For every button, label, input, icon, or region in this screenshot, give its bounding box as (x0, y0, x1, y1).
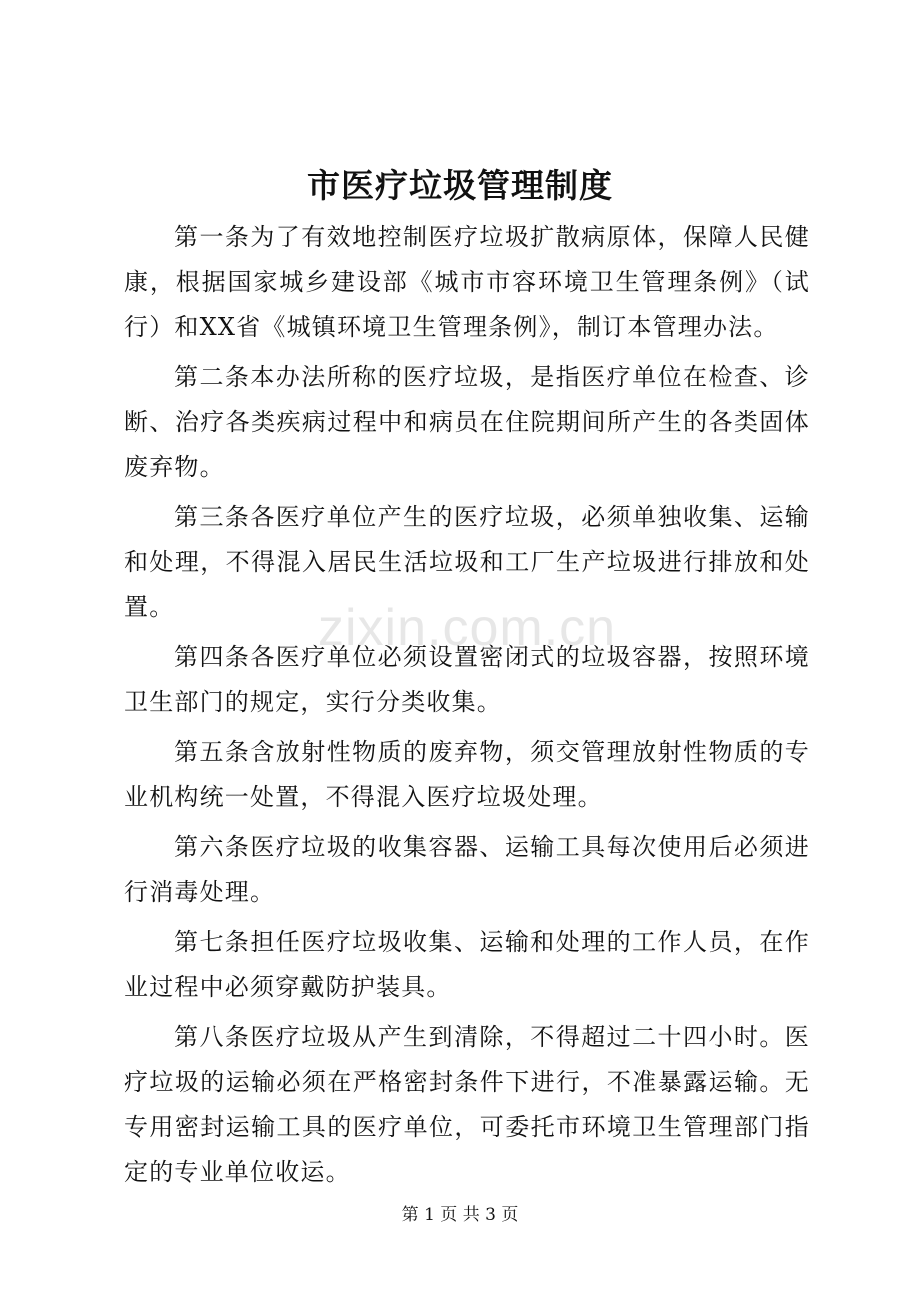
article-6-paragraph: 第六条医疗垃圾的收集容器、运输工具每次使用后必须进行消毒处理。 (124, 833, 810, 906)
article-7-paragraph: 第七条担任医疗垃圾收集、运输和处理的工作人员，在作业过程中必须穿戴防护装具。 (124, 928, 810, 1001)
page-footer: 第 1 页 共 3 页 (401, 1205, 519, 1225)
article-2-paragraph: 第二条本办法所称的医疗垃圾，是指医疗单位在检查、诊断、治疗各类疾病过程中和病员在住院期间所产生的各类固体废弃物。 (124, 363, 810, 481)
document-body (124, 215, 810, 1200)
article-8-paragraph: 第八条医疗垃圾从产生到清除，不得超过二十四小时。医疗垃圾的运输必须在严格密封条件下进行，不准暴露运输。无专用密封运输工具的医疗单位，可委托市环境卫生管理部门指定的专业单位收运。 (124, 1023, 810, 1186)
article-4-paragraph: 第四条各医疗单位必须设置密闭式的垃圾容器，按照环境卫生部门的规定，实行分类收集。 (124, 643, 810, 716)
watermark: zixin.com.cn (318, 599, 617, 657)
document-title: 市医疗垃圾管理制度 (307, 166, 613, 205)
article-3-paragraph: 第三条各医疗单位产生的医疗垃圾，必须单独收集、运输和处理，不得混入居民生活垃圾和工厂生产垃圾进行排放和处置。 (124, 503, 810, 621)
article-1-paragraph: 第一条为了有效地控制医疗垃圾扩散病原体，保障人民健康，根据国家城乡建设部《城市市容环境卫生管理条例》（试行）和XX省《城镇环境卫生管理条例》，制订本管理办法。 (124, 223, 810, 341)
article-5-paragraph: 第五条含放射性物质的废弃物，须交管理放射性物质的专业机构统一处置，不得混入医疗垃圾处理。 (124, 738, 810, 811)
